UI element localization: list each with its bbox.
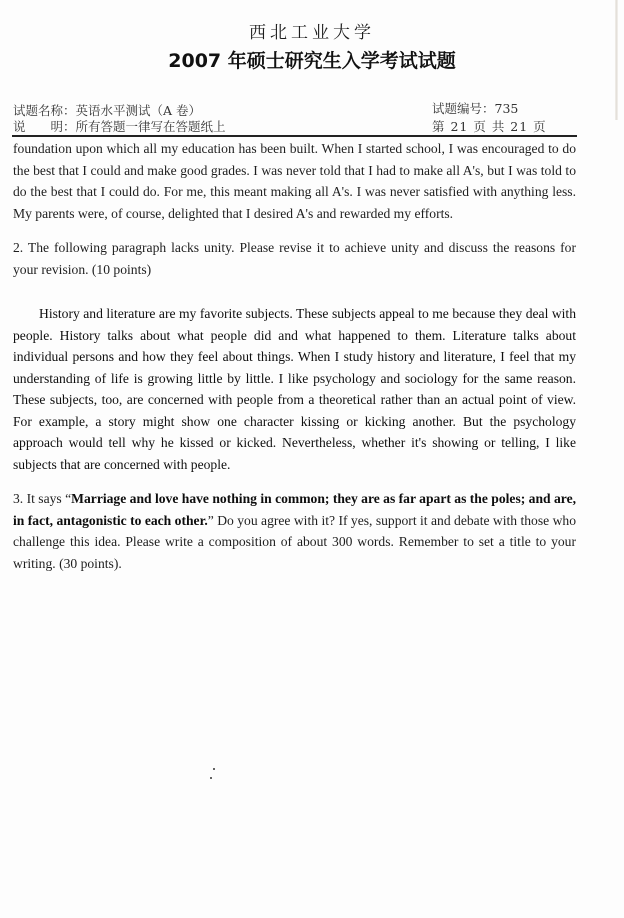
- speck-dot: [210, 777, 212, 779]
- note-row: [13, 117, 226, 135]
- speck-dot: [213, 768, 215, 770]
- question-3: [13, 488, 576, 574]
- scan-speck: [210, 768, 216, 780]
- code-value: 735: [494, 101, 519, 116]
- university-name: 西北工业大学: [249, 23, 375, 43]
- question-3-prefix: 3. It says “: [13, 491, 72, 506]
- header-divider: [12, 135, 577, 137]
- note-label: 说 明：: [13, 119, 76, 134]
- subject-value: 英语水平测试（A 卷）: [75, 103, 202, 118]
- continued-paragraph: foundation upon which all my education has been built. When I started school, I was encouraged to do the best that I could and make good grades. I was never told that I had to make all A's, but I was told to do the best that I could do. For me, this meant making all A's. I was never satisfied with anything less. My parents were, of course, delighted that I desired A's and rewarded my efforts.: [13, 141, 576, 221]
- essay-text: History and literature are my favorite subjects. These subjects appeal to me because they deal with people. History talks about what people did and what happened to them. Literature talks about individual persons and how they feel about things. When I study history and literature, I feel that my understanding of life is growing little by little. I like psychology and sociology for the same reason. These subjects, too, are concerned with people from a theoretical rather than an actual point of view. For example, a story might show one character kissing or kicking another. But the psychology approach would tell why he kissed or kicked. Nevertheless, whether it's showing or telling, I like subjects that are concerned with people.: [13, 306, 576, 472]
- question-3-instructions: ” Do you agree with it? If yes, support it and debate with those who challenge this idea. Please write a composition of about 300 words. Remember to set a title to your writing. (30 points).: [13, 512, 577, 571]
- question-3-quote: Marriage and love have nothing in common; they are as far apart as the poles; and are, in fact, antagonistic to each other.: [13, 491, 577, 528]
- exam-title: 2007 年硕士研究生入学考试试题: [168, 50, 456, 72]
- code-row: [432, 99, 518, 117]
- essay-paragraph: [13, 303, 576, 475]
- code-label: 试题编号：: [432, 101, 495, 116]
- page-indicator: 第 21 页 共 21 页: [432, 119, 547, 134]
- note-value: 所有答题一律写在答题纸上: [75, 119, 226, 134]
- subject-label: 试题名称：: [13, 103, 76, 118]
- question-2: 2. The following paragraph lacks unity. Please revise it to achieve unity and discuss the reasons for your revision. (10 points): [13, 240, 576, 277]
